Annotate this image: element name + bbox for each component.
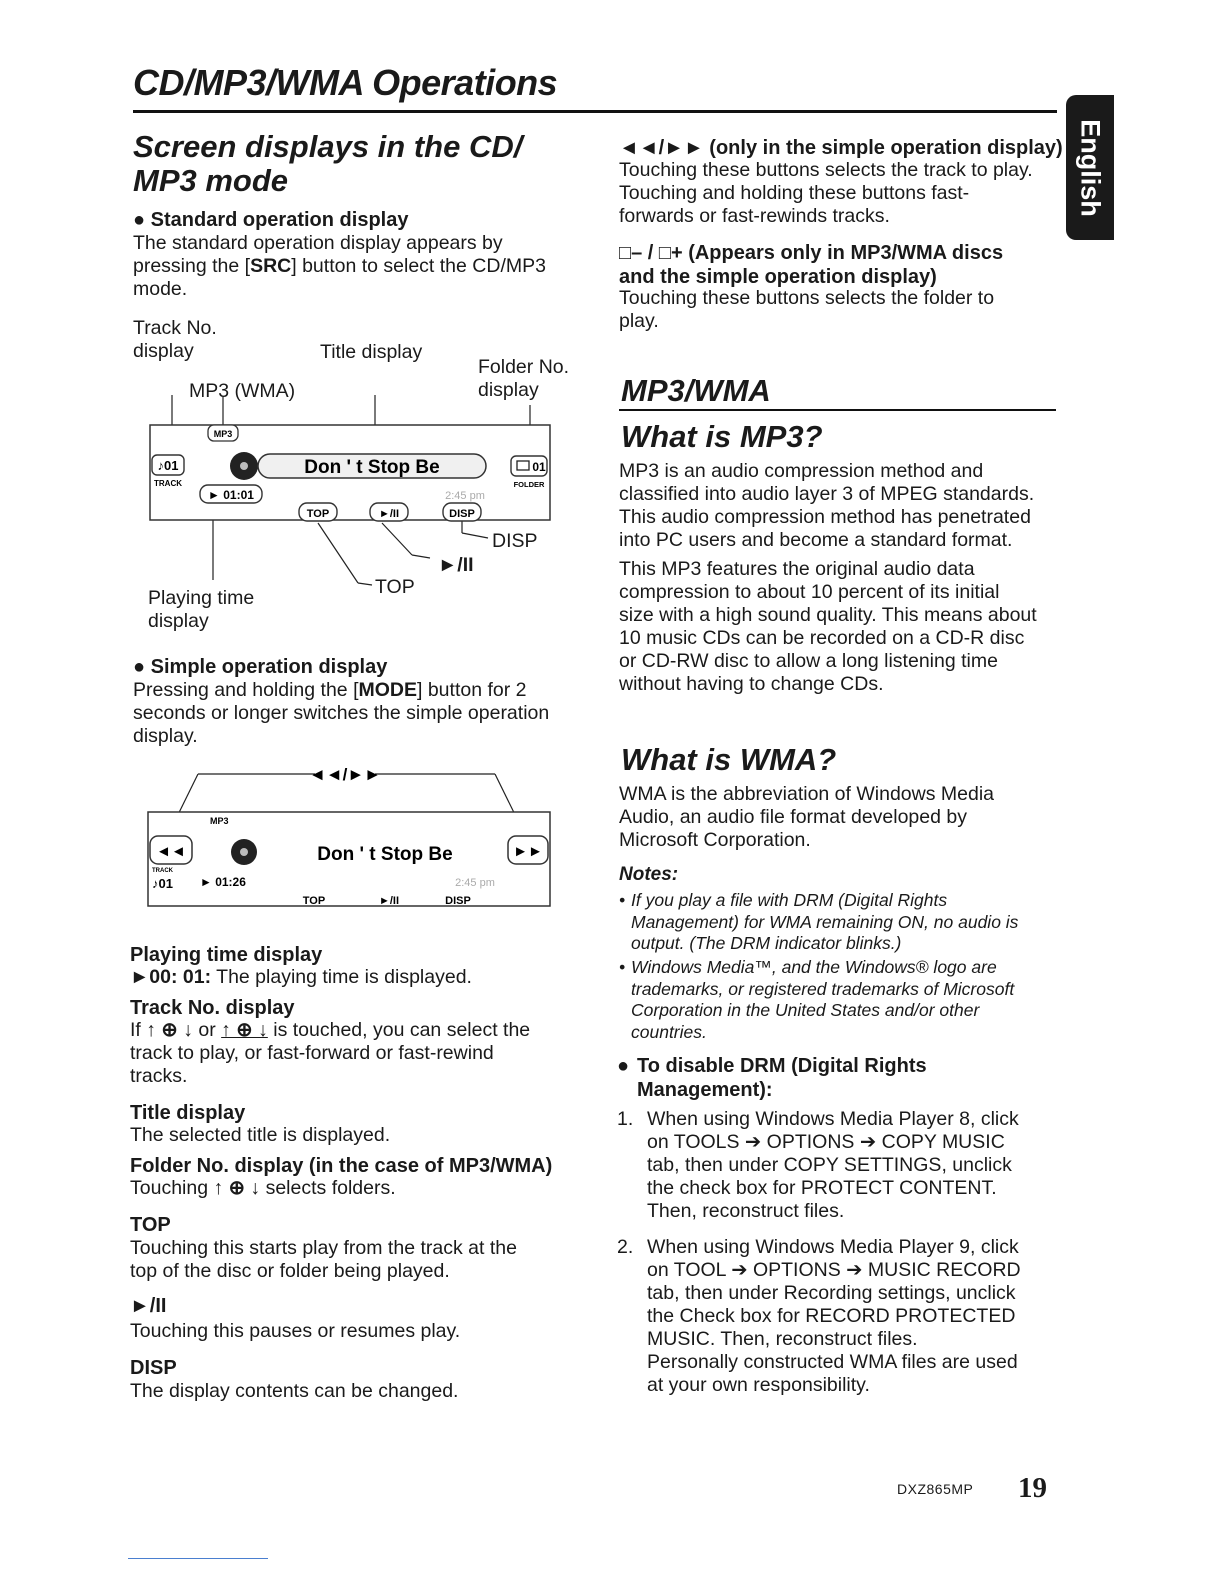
std-title-text: Don ' t Stop Be bbox=[304, 457, 440, 478]
note-item-trademarks: • Windows Media™, and the Windows® logo are trademarks, or registered trademarks of Microsoft Corporation in the United States and/or other countries. bbox=[619, 957, 1015, 1042]
note-item-drm: • If you play a file with DRM (Digital Rights Management) for WMA remaining ON, no audio is output. (The DRM indicator blinks.) bbox=[619, 890, 1019, 953]
prev-icon: ◄◄ bbox=[156, 843, 186, 860]
std-playing-time: ► 01:01 bbox=[208, 488, 254, 502]
seek-body: Touching these buttons selects the track to play. Touching and holding these buttons fast- forwards or fast-rewinds tracks. bbox=[619, 159, 1033, 227]
simple-title-text: Don ' t Stop Be bbox=[317, 844, 453, 865]
std-disp-label: DISP bbox=[449, 508, 475, 520]
simple-display-heading: ● Simple operation display bbox=[133, 655, 387, 679]
mp3wma-heading: MP3/WMA bbox=[621, 373, 771, 408]
page-number: 19 bbox=[1018, 1472, 1047, 1504]
simple-track-number: ♪01 bbox=[152, 876, 173, 891]
label-track-no: Track No. display bbox=[133, 317, 217, 362]
label-mp3-wma: MP3 (WMA) bbox=[189, 380, 296, 402]
disable-drm-heading: ● To disable DRM (Digital Rights Management): bbox=[617, 1055, 927, 1101]
std-folder-caption: FOLDER bbox=[513, 480, 545, 489]
label-folder-no: Folder No. display bbox=[478, 356, 570, 401]
simple-display-screen bbox=[140, 760, 560, 910]
label-playing-time: Playing time display bbox=[148, 587, 255, 632]
item-desc-track-no: If ↑ ⊕ ↓ or ↑ ⊕ ↓ is touched, you can select the track to play, or fast-forward or fast-rewind tracks. bbox=[130, 1019, 531, 1087]
seek-heading: ◄◄/►► (only in the simple operation display) bbox=[619, 137, 1063, 159]
mp3wma-rule bbox=[619, 409, 1056, 411]
item-term-play-pause: ►/II bbox=[130, 1295, 167, 1317]
simple-display-body: Pressing and holding the [MODE] button for 2 seconds or longer switches the simple operation display. bbox=[133, 679, 550, 747]
std-top-label: TOP bbox=[306, 508, 330, 520]
simple-play-pause-button[interactable]: ►/II bbox=[378, 895, 400, 907]
standard-display-heading: ● Standard operation display bbox=[133, 208, 408, 232]
track-arrows-underlined-icon: ↑ ⊕ ↓ bbox=[221, 1019, 268, 1041]
label-title-display: Title display bbox=[320, 341, 423, 363]
screen-displays-heading: Screen displays in the CD/ MP3 mode bbox=[133, 129, 523, 198]
drm-step-2: 2. When using Windows Media Player 9, click on TOOL ➔ OPTIONS ➔ MUSIC RECORD tab, then under Recording settings, unclick the Check box for RECORD PROTECTED MUSIC. Then, reconstruct files. Personally constructed WMA files are used at your own responsibility. bbox=[617, 1236, 1021, 1396]
item-desc-folder-no: Touching ↑ ⊕ ↓ selects folders. bbox=[130, 1177, 396, 1199]
item-desc-play-pause: Touching this pauses or resumes play. bbox=[130, 1320, 461, 1342]
track-arrows-icon: ↑ ⊕ ↓ bbox=[146, 1019, 193, 1041]
simple-top-button[interactable]: TOP bbox=[302, 895, 326, 907]
simple-playing-time: ► 01:26 bbox=[200, 875, 246, 889]
simple-clock: 2:45 pm bbox=[455, 877, 495, 889]
item-desc-disp: The display contents can be changed. bbox=[130, 1380, 459, 1402]
item-term-disp: DISP bbox=[130, 1357, 177, 1379]
simple-track-caption: TRACK bbox=[152, 868, 173, 874]
simple-seek-label: ◄◄/►► bbox=[308, 765, 382, 784]
item-desc-top: Touching this starts play from the track at the top of the disc or folder being played. bbox=[130, 1237, 517, 1282]
label-top: TOP bbox=[375, 576, 415, 598]
model-number: DXZ865MP bbox=[897, 1481, 974, 1497]
item-term-folder-no: Folder No. display (in the case of MP3/WMA) bbox=[130, 1155, 553, 1177]
label-play-pause: ►/II bbox=[438, 554, 474, 576]
folder-arrows-icon: ↑ ⊕ ↓ bbox=[213, 1177, 261, 1199]
std-track-caption: TRACK bbox=[154, 479, 182, 488]
std-play-pause-label: ►/II bbox=[378, 508, 400, 520]
what-is-mp3-p2: This MP3 features the original audio data compression to about 10 percent of its initial size with a high sound quality. This means about 10 music CDs can be recorded on a CD-R disc or CD-RW disc to allow a long listening time without having to change CDs. bbox=[619, 558, 1037, 695]
simple-disp-button[interactable]: DISP bbox=[445, 895, 471, 907]
what-is-mp3-heading: What is MP3? bbox=[621, 419, 823, 454]
item-term-top: TOP bbox=[130, 1214, 171, 1236]
item-term-playing-time: Playing time display bbox=[130, 944, 323, 966]
standard-display-screen bbox=[140, 395, 570, 590]
next-icon: ►► bbox=[513, 843, 543, 860]
title-rule bbox=[133, 110, 1057, 113]
what-is-mp3-p1: MP3 is an audio compression method and classified into audio layer 3 of MPEG standards. This audio compression method has penetrated into PC users and become a standard format. bbox=[619, 460, 1035, 551]
footer-link-line bbox=[128, 1558, 268, 1559]
folder-buttons-heading: □– / □+ (Appears only in MP3/WMA discs and the simple operation display) bbox=[619, 242, 1004, 288]
seek-icon: ◄◄/►► bbox=[619, 137, 704, 159]
std-clock: 2:45 pm bbox=[445, 490, 485, 502]
page-title: CD/MP3/WMA Operations bbox=[133, 62, 558, 103]
notes-heading: Notes: bbox=[619, 864, 679, 885]
what-is-wma-heading: What is WMA? bbox=[621, 742, 837, 777]
std-folder-number: 01 bbox=[532, 460, 546, 474]
standard-display-body: The standard operation display appears by pressing the [SRC] button to select the CD/MP3 mode. bbox=[133, 232, 546, 300]
item-desc-title: The selected title is displayed. bbox=[130, 1124, 391, 1146]
std-track-number: ♪01 bbox=[157, 458, 179, 473]
item-desc-playing-time: ►00: 01: The playing time is displayed. bbox=[130, 966, 472, 988]
label-disp: DISP bbox=[492, 530, 538, 552]
simple-mp3-badge: MP3 bbox=[210, 816, 229, 826]
item-term-track-no: Track No. display bbox=[130, 997, 295, 1019]
folder-buttons-icon: □– / □+ bbox=[619, 242, 683, 264]
what-is-wma-body: WMA is the abbreviation of Windows Media Audio, an audio file format developed by Microsoft Corporation. bbox=[619, 783, 994, 851]
folder-buttons-body: Touching these buttons selects the folder to play. bbox=[619, 287, 995, 332]
language-tab bbox=[1066, 95, 1114, 240]
language-tab-label: English bbox=[1075, 118, 1106, 217]
std-mp3-badge: MP3 bbox=[213, 429, 233, 439]
item-term-title: Title display bbox=[130, 1102, 246, 1124]
drm-step-1: 1. When using Windows Media Player 8, click on TOOLS ➔ OPTIONS ➔ COPY MUSIC tab, then under COPY SETTINGS, unclick the check box for PROTECT CONTENT. Then, reconstruct files. bbox=[617, 1108, 1019, 1222]
